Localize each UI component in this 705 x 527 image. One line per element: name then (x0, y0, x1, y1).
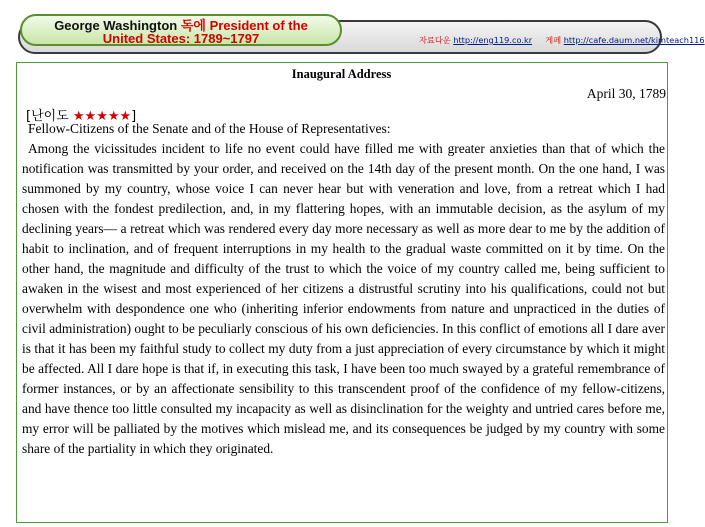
link1-label: 자료다운 (419, 35, 451, 45)
link2-label: 게페 (545, 35, 562, 45)
title-term: United States: 1789~1797 (102, 31, 260, 46)
title-name: George Washington (54, 18, 181, 33)
difficulty-close: ] (131, 109, 137, 124)
document-date: April 30, 1789 (586, 86, 666, 101)
cafe-daum-link[interactable]: http://cafe.daum.net/kimteach116 (563, 35, 705, 45)
header-links (419, 35, 705, 46)
star-icon: ★★★★★ (72, 109, 132, 124)
eng119-link[interactable]: http://eng119.co.kr (453, 35, 533, 45)
page-title (20, 14, 342, 46)
title-korean: 독에 (180, 18, 210, 33)
salutation: Fellow-Citizens of the Senate and of the House of Representatives: (28, 121, 391, 136)
title-role: President of the (209, 18, 308, 33)
difficulty-open: [난이도 (26, 109, 73, 124)
body-paragraph: Among the vicissitudes incident to life no event could have filled me with greater anxieties than that of which the notification was transmitted by your order, and received on the 14th day of the present month. On the one hand, I was summoned by my country, whose voice I can never hear but with veneration and love, from a retreat which I had chosen with the fondest predilection, and, in my flattering hopes, with an immutable decision, as the asylum of my declining years— a retreat which was rendered every day more necessary as well as more dear to me by the addition of habit to inclination, and of frequent interruptions in my health to the gradual waste committed on it by time. On the other hand, the magnitude and difficulty of the trust to which the voice of my country called me, being sufficient to awaken in the wisest and most experienced of her citizens a distrustful scrutiny into his qualifications, could not but overwhelm with despondence one who (inheriting inferior endowments from nature and unpracticed in the duties of civil administration) ought to be peculiarly conscious of his own deficiencies. In this conflict of emotions all I dare aver is that it has been my faithful study to collect my duty from a just appreciation of every circumstance by which it might be affected. All I dare hope is that if, in executing this task, I have been too much swayed by a grateful remembrance of former instances, or by an affectionate sensibility to this transcendent proof of the confidence of my fellow-citizens, and have thence too little consulted my incapacity as well as disinclination for the weighty and untried cares before me, my error will be palliated by the motives which mislead me, and its consequences be judged by my country with some share of the partiality in which they originated. (22, 141, 665, 456)
document-title: Inaugural Address (291, 67, 392, 81)
